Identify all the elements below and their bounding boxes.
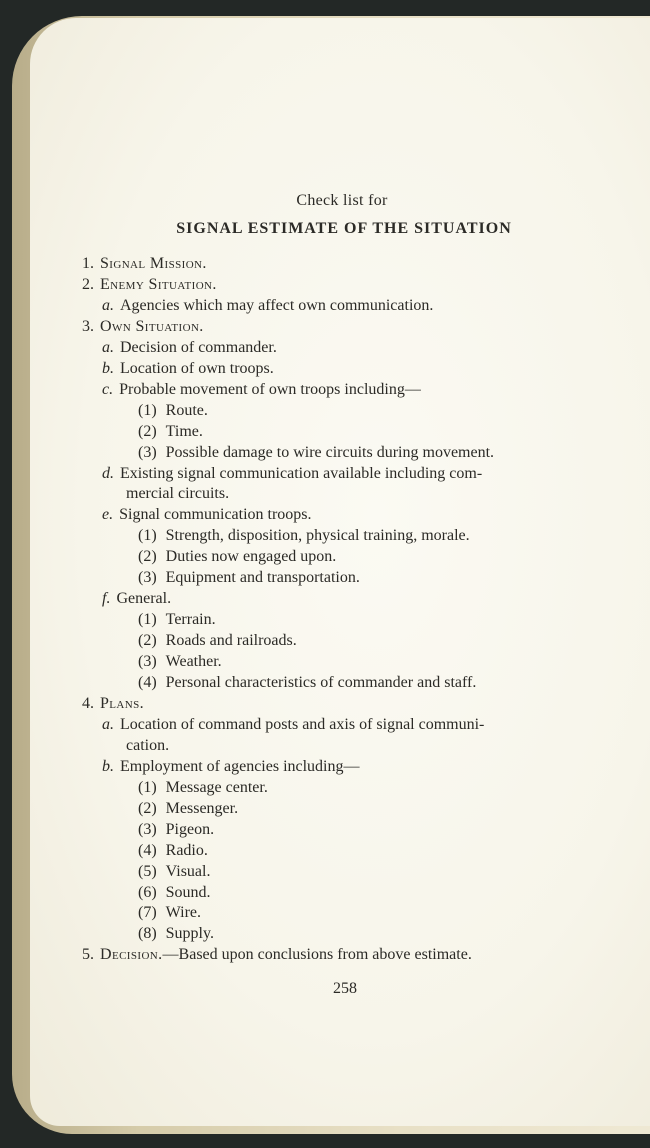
item-text: Messenger. <box>165 800 239 817</box>
checklist-line <box>102 359 274 379</box>
item-marker: d. <box>102 465 114 482</box>
checklist-line <box>138 631 297 651</box>
item-text: Wire. <box>165 904 201 921</box>
item-text: Decision. <box>100 946 163 963</box>
item-text: Enemy Situation. <box>100 276 217 293</box>
checklist-line <box>138 862 210 882</box>
item-text: Radio. <box>165 842 208 859</box>
item-marker: (2) <box>138 548 157 565</box>
item-text-rest: —Based upon conclusions from above estimate. <box>162 946 472 963</box>
item-text: cation. <box>126 737 170 754</box>
item-marker: (8) <box>138 925 157 942</box>
item-text: Possible damage to wire circuits during movement. <box>165 444 495 461</box>
item-marker: (3) <box>138 821 157 838</box>
item-text: Own Situation. <box>100 318 204 335</box>
checklist-line <box>102 715 484 735</box>
item-marker: 2. <box>82 276 94 293</box>
item-marker: a. <box>102 339 114 356</box>
item-text: Signal communication troops. <box>119 506 312 523</box>
item-marker: (4) <box>138 842 157 859</box>
item-marker: (1) <box>138 402 157 419</box>
item-text: Visual. <box>165 863 211 880</box>
item-marker: (5) <box>138 863 157 880</box>
checklist-line <box>138 547 336 567</box>
item-text: Signal Mission. <box>100 255 207 272</box>
item-marker: c. <box>102 381 114 398</box>
item-marker: (6) <box>138 884 157 901</box>
checklist-line <box>138 883 211 903</box>
page-number: 258 <box>333 980 357 997</box>
item-marker: (2) <box>138 632 157 649</box>
item-marker: 5. <box>82 946 94 963</box>
checklist-line <box>138 778 268 798</box>
checklist-line <box>138 841 208 861</box>
item-text: Weather. <box>165 653 222 670</box>
checklist-line <box>82 694 144 714</box>
item-marker: (7) <box>138 904 157 921</box>
checklist-line <box>82 254 207 274</box>
item-text: Strength, disposition, physical training, morale. <box>165 527 470 544</box>
item-marker: (3) <box>138 653 157 670</box>
item-marker: a. <box>102 297 114 314</box>
item-marker: (1) <box>138 527 157 544</box>
item-marker: (1) <box>138 611 157 628</box>
item-text: Equipment and transportation. <box>165 569 360 586</box>
item-text: Route. <box>165 402 208 419</box>
item-text: Supply. <box>165 925 214 942</box>
checklist-line <box>82 317 204 337</box>
checklist-line <box>102 338 277 358</box>
checklist-line <box>138 903 201 923</box>
item-text: Employment of agencies including— <box>120 758 360 775</box>
item-text: mercial circuits. <box>126 485 230 502</box>
item-marker: e. <box>102 506 114 523</box>
checklist-title: SIGNAL ESTIMATE OF THE SITUATION <box>176 220 512 237</box>
item-text: Decision of commander. <box>120 339 277 356</box>
checklist-line <box>102 296 433 316</box>
item-text: Agencies which may affect own communication. <box>120 297 434 314</box>
checklist-line <box>102 505 312 525</box>
checklist-line <box>102 757 360 777</box>
checklist-line <box>138 526 470 546</box>
checklist-line <box>138 652 222 672</box>
checklist-line <box>138 610 216 630</box>
item-marker: (2) <box>138 423 157 440</box>
checklist-line <box>102 380 421 400</box>
item-marker: (3) <box>138 444 157 461</box>
checklist-line <box>138 673 476 693</box>
item-text: Plans. <box>100 695 145 712</box>
item-marker: (2) <box>138 800 157 817</box>
checklist-line <box>138 820 214 840</box>
item-marker: b. <box>102 758 114 775</box>
checklist-line <box>138 799 238 819</box>
item-text: Probable movement of own troops including— <box>119 381 421 398</box>
item-marker: (4) <box>138 674 157 691</box>
item-text: Terrain. <box>165 611 216 628</box>
item-text: Pigeon. <box>165 821 215 838</box>
checklist-line <box>138 924 214 944</box>
checklist-line <box>126 736 169 756</box>
checklist-line <box>102 589 171 609</box>
checklist-line <box>82 275 217 295</box>
item-text: Roads and railroads. <box>165 632 297 649</box>
item-text: Message center. <box>165 779 268 796</box>
item-text: Location of command posts and axis of signal communi- <box>120 716 485 733</box>
item-marker: f. <box>102 590 111 607</box>
item-marker: a. <box>102 716 114 733</box>
item-marker: 1. <box>82 255 94 272</box>
item-text: Time. <box>165 423 203 440</box>
item-marker: 3. <box>82 318 94 335</box>
checklist-line <box>82 945 472 965</box>
checklist-line <box>138 568 360 588</box>
checklist-line <box>138 422 203 442</box>
item-marker: (1) <box>138 779 157 796</box>
item-marker: (3) <box>138 569 157 586</box>
checklist-line <box>138 401 208 421</box>
item-text: Duties now engaged upon. <box>165 548 337 565</box>
item-text: Personal characteristics of commander and staff. <box>165 674 477 691</box>
item-text: Location of own troops. <box>120 360 274 377</box>
item-text: General. <box>116 590 172 607</box>
item-marker: b. <box>102 360 114 377</box>
item-text: Sound. <box>165 884 211 901</box>
checklist-line <box>126 484 229 504</box>
item-marker: 4. <box>82 695 94 712</box>
checklist-caption: Check list for <box>296 192 388 209</box>
checklist-line <box>138 443 494 463</box>
checklist-line <box>102 464 482 484</box>
item-text: Existing signal communication available including com- <box>120 465 483 482</box>
